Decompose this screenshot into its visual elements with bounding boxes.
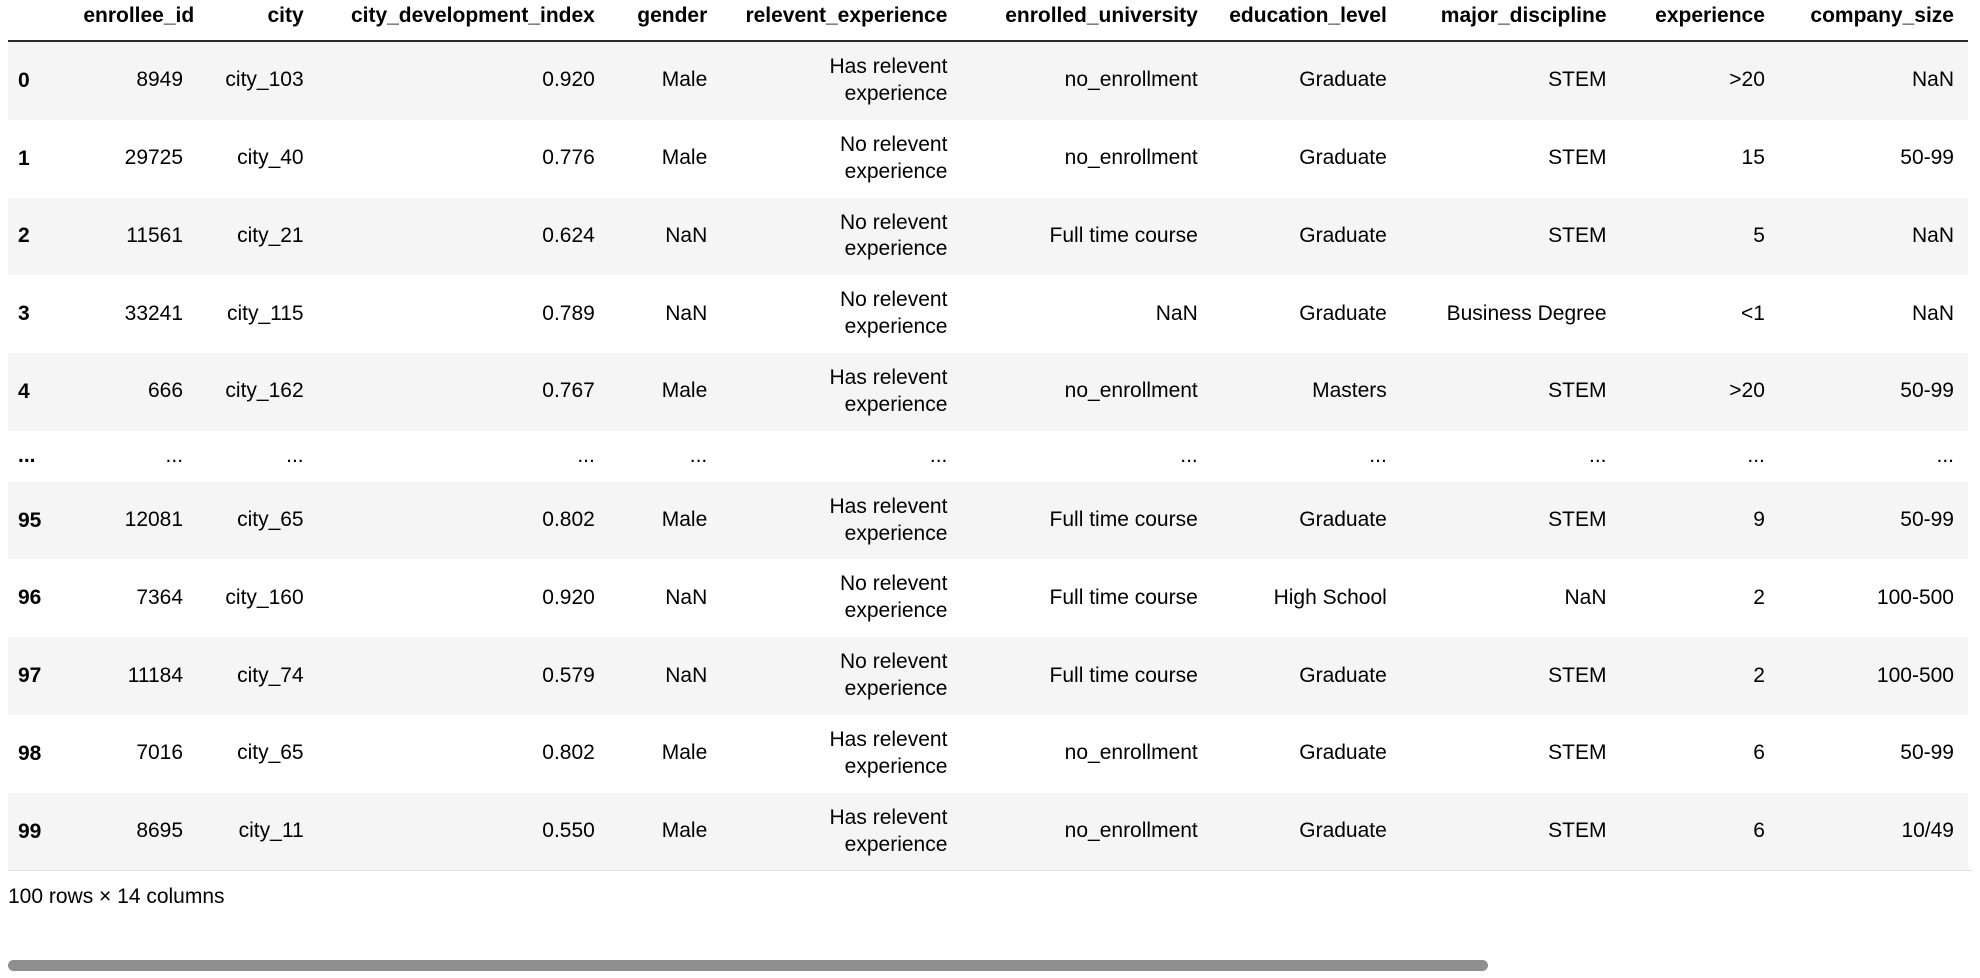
cell-enrollee_id: 7016 <box>69 715 197 793</box>
cell-experience: 6 <box>1621 715 1779 793</box>
cell-major_discipline: Business Degree <box>1401 275 1621 353</box>
header-row <box>8 0 1968 41</box>
cell-education_level: High School <box>1212 559 1401 637</box>
cell-city_development_index: 0.579 <box>318 637 609 715</box>
cell-enrolled_university: no_enrollment <box>961 793 1211 871</box>
cell-relevent_experience: No relevent experience <box>721 120 961 198</box>
cell-city: city_103 <box>197 41 318 120</box>
cell-major_discipline: STEM <box>1401 41 1621 120</box>
cell-major_discipline: STEM <box>1401 198 1621 276</box>
cell-major_discipline: NaN <box>1401 559 1621 637</box>
cell-relevent_experience: Has relevent experience <box>721 353 961 431</box>
cell-gender: Male <box>609 715 721 793</box>
cell-education_level: Masters <box>1212 353 1401 431</box>
cell-company_size: 50-99 <box>1779 120 1968 198</box>
cell-education_level: Graduate <box>1212 120 1401 198</box>
cell-city: city_40 <box>197 120 318 198</box>
column-header-company_size: company_size <box>1779 0 1968 41</box>
cell-company_size: NaN <box>1779 275 1968 353</box>
cell-experience: 15 <box>1621 120 1779 198</box>
column-header-experience: experience <box>1621 0 1779 41</box>
cell-gender: Male <box>609 793 721 871</box>
column-header-city_development_index: city_development_index <box>318 0 609 41</box>
cell-gender: Male <box>609 120 721 198</box>
cell-experience: 9 <box>1621 482 1779 560</box>
cell-city: city_11 <box>197 793 318 871</box>
cell-relevent_experience: Has relevent experience <box>721 41 961 120</box>
cell-major_discipline: STEM <box>1401 715 1621 793</box>
cell-enrollee_id: 666 <box>69 353 197 431</box>
row-index: 98 <box>8 715 69 793</box>
column-header-relevent_experience: relevent_experience <box>721 0 961 41</box>
table-row <box>8 793 1968 871</box>
cell-relevent_experience: No relevent experience <box>721 637 961 715</box>
cell-gender: Male <box>609 41 721 120</box>
cell-relevent_experience: No relevent experience <box>721 559 961 637</box>
column-header-enrollee_id: enrollee_id <box>69 0 197 41</box>
cell-major_discipline: STEM <box>1401 120 1621 198</box>
column-header-city: city <box>197 0 318 41</box>
cell-city_development_index: 0.550 <box>318 793 609 871</box>
table-row-ellipsis <box>8 431 1968 482</box>
cell-city: city_65 <box>197 482 318 560</box>
cell-city: city_65 <box>197 715 318 793</box>
cell-experience: 2 <box>1621 559 1779 637</box>
dataframe-shape-summary: 100 rows × 14 columns <box>8 885 225 909</box>
cell-gender: Male <box>609 482 721 560</box>
cell-enrollee_id: 7364 <box>69 559 197 637</box>
cell-company_size: 100-500 <box>1779 559 1968 637</box>
column-header-index <box>8 0 69 41</box>
cell-company_size: NaN <box>1779 198 1968 276</box>
cell-company_size: 50-99 <box>1779 353 1968 431</box>
cell-major_discipline: STEM <box>1401 353 1621 431</box>
cell-company_size: NaN <box>1779 41 1968 120</box>
cell-city: ... <box>197 431 318 482</box>
cell-enrollee_id: 11561 <box>69 198 197 276</box>
cell-enrolled_university: no_enrollment <box>961 41 1211 120</box>
cell-enrollee_id: 33241 <box>69 275 197 353</box>
cell-education_level: Graduate <box>1212 793 1401 871</box>
cell-company_size: 10/49 <box>1779 793 1968 871</box>
cell-relevent_experience: No relevent experience <box>721 275 961 353</box>
cell-company_size: 50-99 <box>1779 482 1968 560</box>
table-row <box>8 198 1968 276</box>
cell-enrolled_university: Full time course <box>961 482 1211 560</box>
cell-enrollee_id: 12081 <box>69 482 197 560</box>
table-row <box>8 120 1968 198</box>
cell-city: city_74 <box>197 637 318 715</box>
cell-education_level: Graduate <box>1212 715 1401 793</box>
dataframe-table <box>8 0 1968 870</box>
row-index: 0 <box>8 41 69 120</box>
row-index: 95 <box>8 482 69 560</box>
cell-enrollee_id: 29725 <box>69 120 197 198</box>
cell-city: city_162 <box>197 353 318 431</box>
table-header <box>8 0 1968 41</box>
cell-gender: NaN <box>609 637 721 715</box>
cell-enrolled_university: no_enrollment <box>961 715 1211 793</box>
cell-gender: NaN <box>609 559 721 637</box>
column-header-major_discipline: major_discipline <box>1401 0 1621 41</box>
cell-city_development_index: 0.767 <box>318 353 609 431</box>
cell-relevent_experience: ... <box>721 431 961 482</box>
cell-enrolled_university: no_enrollment <box>961 353 1211 431</box>
cell-company_size: ... <box>1779 431 1968 482</box>
cell-city: city_21 <box>197 198 318 276</box>
cell-city_development_index: 0.920 <box>318 559 609 637</box>
cell-company_size: 100-500 <box>1779 637 1968 715</box>
cell-city: city_160 <box>197 559 318 637</box>
cell-enrolled_university: ... <box>961 431 1211 482</box>
cell-city_development_index: 0.920 <box>318 41 609 120</box>
cell-relevent_experience: Has relevent experience <box>721 715 961 793</box>
cell-city_development_index: ... <box>318 431 609 482</box>
table-row <box>8 482 1968 560</box>
cell-relevent_experience: Has relevent experience <box>721 482 961 560</box>
cell-enrollee_id: ... <box>69 431 197 482</box>
cell-relevent_experience: Has relevent experience <box>721 793 961 871</box>
row-index: 99 <box>8 793 69 871</box>
cell-gender: NaN <box>609 198 721 276</box>
table-row <box>8 275 1968 353</box>
table-row <box>8 559 1968 637</box>
cell-relevent_experience: No relevent experience <box>721 198 961 276</box>
cell-enrolled_university: no_enrollment <box>961 120 1211 198</box>
column-header-gender: gender <box>609 0 721 41</box>
cell-major_discipline: STEM <box>1401 637 1621 715</box>
cell-gender: Male <box>609 353 721 431</box>
cell-major_discipline: ... <box>1401 431 1621 482</box>
cell-major_discipline: STEM <box>1401 482 1621 560</box>
cell-education_level: Graduate <box>1212 482 1401 560</box>
cell-education_level: Graduate <box>1212 275 1401 353</box>
cell-education_level: Graduate <box>1212 41 1401 120</box>
cell-enrollee_id: 8695 <box>69 793 197 871</box>
cell-major_discipline: STEM <box>1401 793 1621 871</box>
row-index: 97 <box>8 637 69 715</box>
row-index: 3 <box>8 275 69 353</box>
cell-experience: <1 <box>1621 275 1779 353</box>
cell-experience: >20 <box>1621 353 1779 431</box>
cell-enrollee_id: 11184 <box>69 637 197 715</box>
table-row <box>8 637 1968 715</box>
cell-city_development_index: 0.789 <box>318 275 609 353</box>
table-row <box>8 353 1968 431</box>
cell-city: city_115 <box>197 275 318 353</box>
row-index: ... <box>8 431 69 482</box>
table-row <box>8 715 1968 793</box>
row-index: 1 <box>8 120 69 198</box>
cell-city_development_index: 0.802 <box>318 482 609 560</box>
cell-enrolled_university: Full time course <box>961 198 1211 276</box>
cell-experience: 5 <box>1621 198 1779 276</box>
row-index: 2 <box>8 198 69 276</box>
table-body <box>8 41 1968 870</box>
cell-city_development_index: 0.802 <box>318 715 609 793</box>
cell-education_level: Graduate <box>1212 198 1401 276</box>
horizontal-scrollbar-thumb[interactable] <box>8 960 1488 971</box>
cell-gender: ... <box>609 431 721 482</box>
cell-experience: 6 <box>1621 793 1779 871</box>
cell-city_development_index: 0.624 <box>318 198 609 276</box>
cell-company_size: 50-99 <box>1779 715 1968 793</box>
cell-experience: ... <box>1621 431 1779 482</box>
cell-enrollee_id: 8949 <box>69 41 197 120</box>
cell-experience: >20 <box>1621 41 1779 120</box>
cell-education_level: ... <box>1212 431 1401 482</box>
table-row <box>8 41 1968 120</box>
column-header-enrolled_university: enrolled_university <box>961 0 1211 41</box>
row-index: 96 <box>8 559 69 637</box>
cell-experience: 2 <box>1621 637 1779 715</box>
cell-enrolled_university: NaN <box>961 275 1211 353</box>
column-header-education_level: education_level <box>1212 0 1401 41</box>
cell-education_level: Graduate <box>1212 637 1401 715</box>
cell-enrolled_university: Full time course <box>961 637 1211 715</box>
cell-city_development_index: 0.776 <box>318 120 609 198</box>
row-index: 4 <box>8 353 69 431</box>
cell-gender: NaN <box>609 275 721 353</box>
cell-enrolled_university: Full time course <box>961 559 1211 637</box>
horizontal-scrollbar[interactable] <box>0 960 1980 976</box>
